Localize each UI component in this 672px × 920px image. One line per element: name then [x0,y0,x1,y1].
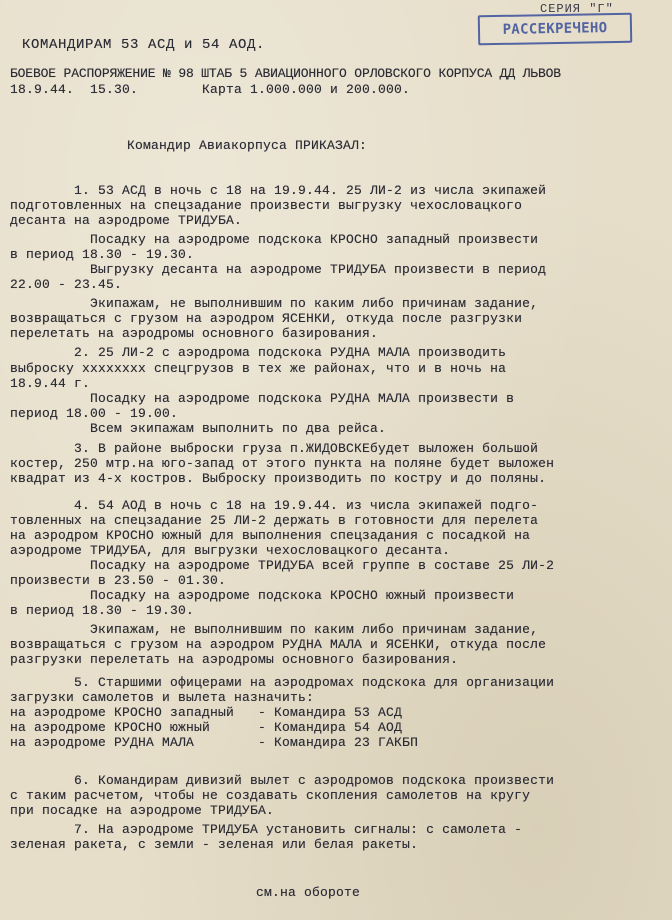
order-line: возвращаться с грузом на аэродром РУДНА МАЛА и ЯСЕНКИ, откуда после [10,637,547,652]
order-line: на аэродром КРОСНО южный для выполнения спецзадания с посадкой на [10,528,531,543]
order-line: 4. 54 АОД в ночь с 18 на 19.9.44. из числа экипажей подго- [10,498,539,513]
order-line: при посадке на аэродроме ТРИДУБА. [10,803,275,818]
order-line: 7. На аэродроме ТРИДУБА установить сигналы: с самолета - [10,822,523,837]
order-line: 22.00 - 23.45. [10,277,123,292]
order-line: с таким расчетом, чтобы не создавать скопления самолетов на кругу [10,788,531,803]
series-mark: СЕРИЯ "Г" [540,2,614,16]
order-line: в период 18.30 - 19.30. [10,603,195,618]
order-line: 18.9.44 г. [10,376,91,391]
order-line: Всем экипажам выполнить по два рейса. [10,421,387,436]
order-line: Посадку на аэродроме подскока КРОСНО западный произвести [10,232,539,247]
order-line: на аэродроме РУДНА МАЛА - Командира 23 ГАКБП [10,735,419,750]
order-line: зеленая ракета, с земли - зеленая или белая ракеты. [10,837,419,852]
order-line: возвращаться с грузом на аэродром ЯСЕНКИ, откуда после разгрузки [10,311,523,326]
order-line: Посадку на аэродроме подскока РУДНА МАЛА произвести в [10,391,515,406]
order-line: загрузки самолетов и вылета назначить: [10,690,315,705]
order-line: квадрат из 4-х костров. Выброску производить по костру и до поляны. [10,471,547,486]
order-line: разгрузки перелетать на аэродромы основного базирования. [10,652,459,667]
order-line: произвести в 23.50 - 01.30. [10,573,227,588]
order-line: аэродроме ТРИДУБА, для выгрузки чехословацкого десанта. [10,543,451,558]
order-line: 5. Старшими офицерами на аэродромах подскока для организации [10,675,555,690]
order-line: выброску xxxxxxxx спецгрузов в тех же районах, что и в ночь на [10,361,507,376]
order-line: товленных на спецзадание 25 ЛИ-2 держать в готовности для перелета [10,513,539,528]
intro-line: Командир Авиакорпуса ПРИКАЗАЛ: [127,138,368,153]
order-line: 2. 25 ЛИ-2 с аэродрома подскока РУДНА МАЛА производить [10,345,507,360]
order-line: 1. 53 АСД в ночь с 18 на 19.9.44. 25 ЛИ-2 из числа экипажей [10,183,547,198]
order-line: десанта на аэродроме ТРИДУБА. [10,213,243,228]
order-line: на аэродроме КРОСНО западный - Командира 53 АСД [10,705,403,720]
addressee: КОМАНДИРАМ 53 АСД и 54 АОД. [22,37,266,53]
order-line: Экипажам, не выполнившим по каким либо причинам задание, [10,296,539,311]
order-line: Посадку на аэродроме подскока КРОСНО южный произвести [10,588,515,603]
order-line: костер, 250 мтр.на юго-запад от этого пункта на поляне будет выложен [10,456,555,471]
order-line: перелетать на аэродромы основного базирования. [10,326,379,341]
order-line: Экипажам, не выполнившим по каким либо причинам задание, [10,622,539,637]
order-title-line1: БОЕВОЕ РАСПОРЯЖЕНИЕ № 98 ШТАБ 5 АВИАЦИОННОГО ОРЛОВСКОГО КОРПУСА ДД ЛЬВОВ [10,66,561,81]
order-line: 6. Командирам дивизий вылет с аэродромов подскока произвести [10,773,555,788]
order-line: подготовленных на спецзадание произвести выгрузку чехословацкого [10,198,523,213]
footer-note: см.на обороте [256,885,361,900]
declassified-stamp: РАССЕКРЕЧЕНО [478,13,633,46]
order-line: в период 18.30 - 19.30. [10,247,195,262]
order-title-line2: 18.9.44. 15.30. Карта 1.000.000 и 200.000. [10,82,411,97]
order-line: Посадку на аэродроме ТРИДУБА всей группе в составе 25 ЛИ-2 [10,558,555,573]
order-line: Выгрузку десанта на аэродроме ТРИДУБА произвести в период [10,262,547,277]
order-line: период 18.00 - 19.00. [10,406,179,421]
order-line: на аэродроме КРОСНО южный - Командира 54 АОД [10,720,403,735]
order-line: 3. В районе выброски груза п.ЖИДОВСКЕбудет выложен большой [10,441,539,456]
